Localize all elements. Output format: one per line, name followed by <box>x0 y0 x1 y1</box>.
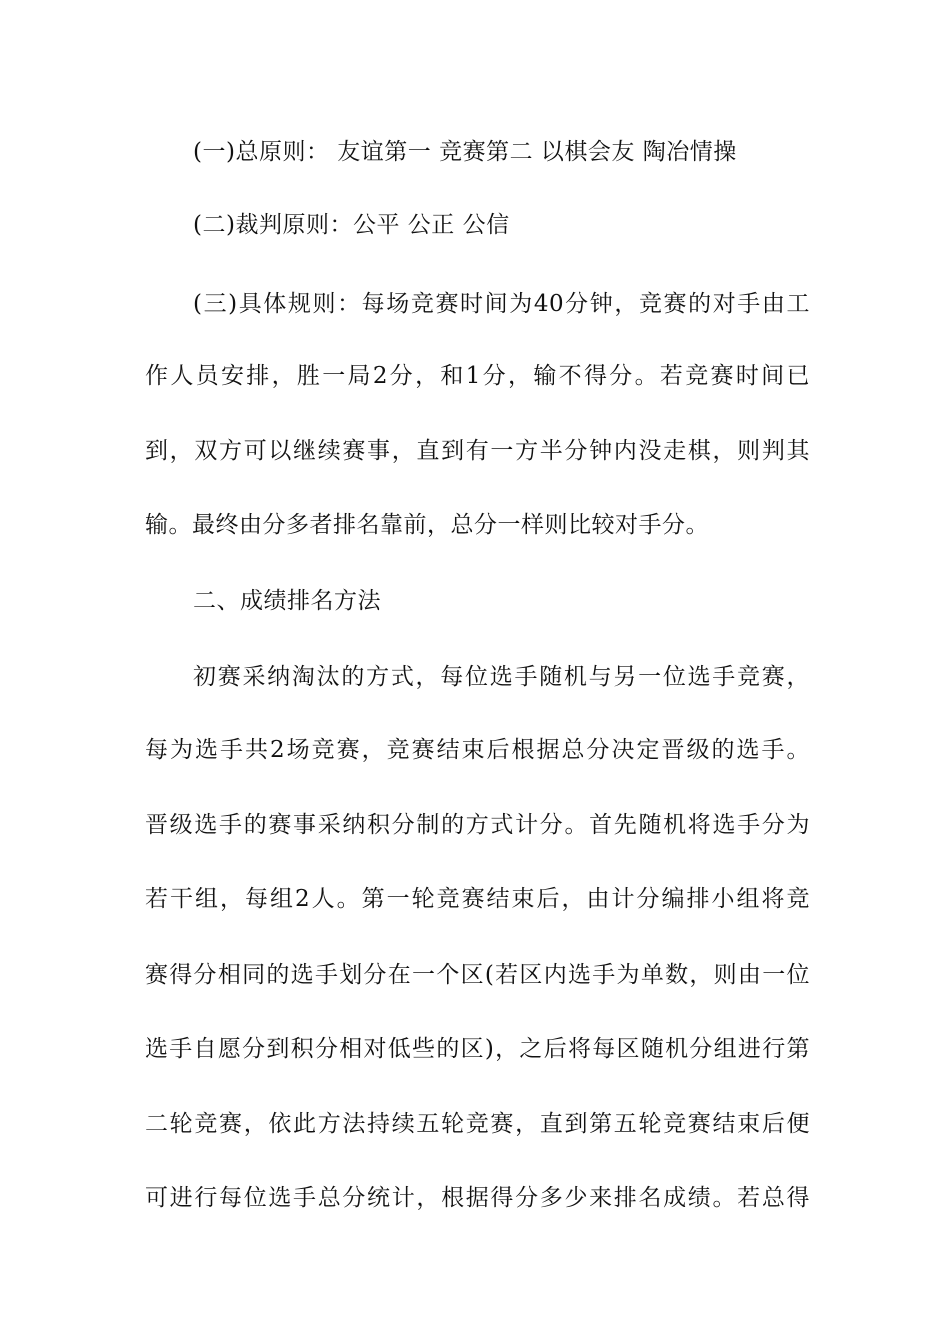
ranking-para-line-5: 赛得分相同的选手划分在一个区(若区内选手为单数，则由一位 <box>145 962 810 988</box>
principle-referee: (二)裁判原则：公平 公正 公信 <box>193 212 510 238</box>
ranking-para-line-3: 晋级选手的赛事采纳积分制的方式计分。首先随机将选手分为 <box>145 812 810 838</box>
rules-line-3: 到，双方可以继续赛事，直到有一方半分钟内没走棋，则判其 <box>145 438 810 464</box>
rules-line-1: (三)具体规则：每场竞赛时间为40分钟，竞赛的对手由工 <box>193 291 810 317</box>
ranking-para-line-6: 选手自愿分到积分相对低些的区)，之后将每区随机分组进行第 <box>145 1036 810 1062</box>
principle-general: (一)总原则： 友谊第一 竞赛第二 以棋会友 陶冶情操 <box>193 139 737 165</box>
ranking-para-line-7: 二轮竞赛，依此方法持续五轮竞赛，直到第五轮竞赛结束后便 <box>145 1111 810 1137</box>
section-heading-ranking: 二、成绩排名方法 <box>193 588 381 614</box>
ranking-para-line-8: 可进行每位选手总分统计，根据得分多少来排名成绩。若总得 <box>145 1185 810 1211</box>
rules-line-4: 输。最终由分多者排名靠前，总分一样则比较对手分。 <box>145 512 709 538</box>
rules-line-2: 作人员安排，胜一局2分，和1分，输不得分。若竞赛时间已 <box>145 363 810 389</box>
ranking-para-line-4: 若干组，每组2人。第一轮竞赛结束后，由计分编排小组将竞 <box>145 886 810 912</box>
ranking-para-line-2: 每为选手共2场竞赛，竞赛结束后根据总分决定晋级的选手。 <box>145 737 810 763</box>
ranking-para-line-1: 初赛采纳淘汰的方式，每位选手随机与另一位选手竞赛， <box>193 664 810 690</box>
